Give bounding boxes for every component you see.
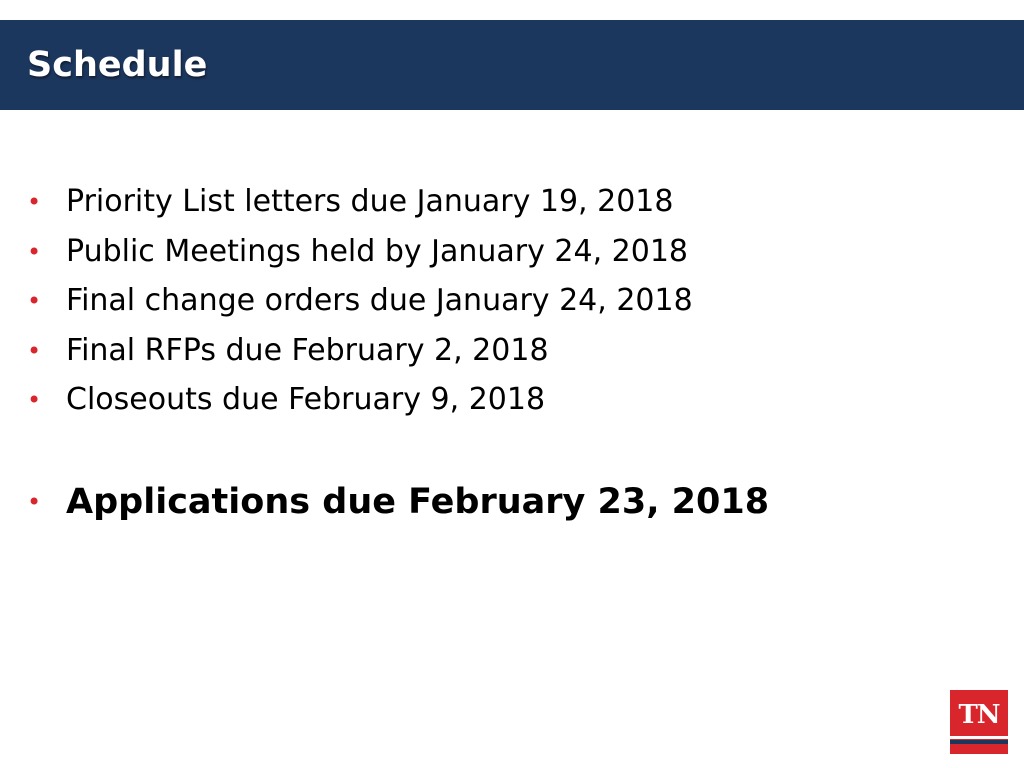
tennessee-logo-icon: [950, 690, 1008, 754]
bullet-dot-icon: •: [27, 488, 42, 516]
logo-text: TN: [958, 700, 1000, 730]
list-item: [0, 230, 1000, 280]
list-item: [0, 329, 1000, 379]
list-item-text: Final RFPs due February 2, 2018: [66, 332, 549, 368]
list-item: [0, 378, 1000, 428]
bullet-dot-icon: •: [27, 188, 42, 216]
list-item-text: Closeouts due February 9, 2018: [66, 382, 546, 417]
logo-stripe-white: [950, 736, 1008, 739]
highlight-item: [0, 477, 1000, 527]
list-item: [0, 180, 1000, 230]
list-item-text: Priority List letters due January 19, 2018: [66, 184, 674, 219]
schedule-list: [0, 180, 1000, 428]
bullet-dot-icon: •: [27, 336, 42, 365]
bullet-dot-icon: •: [27, 287, 42, 315]
slide-title: Schedule: [27, 45, 208, 85]
bullet-dot-icon: •: [27, 386, 42, 414]
title-bar: [0, 20, 1024, 110]
bullet-dot-icon: •: [27, 237, 42, 266]
list-item-text: Final change orders due January 24, 2018: [66, 283, 693, 318]
list-item: [0, 279, 1000, 329]
logo-stripe-blue: [950, 740, 1008, 744]
highlight-text: Applications due February 23, 2018: [66, 482, 770, 522]
list-item-text: Public Meetings held by January 24, 2018: [66, 233, 689, 269]
